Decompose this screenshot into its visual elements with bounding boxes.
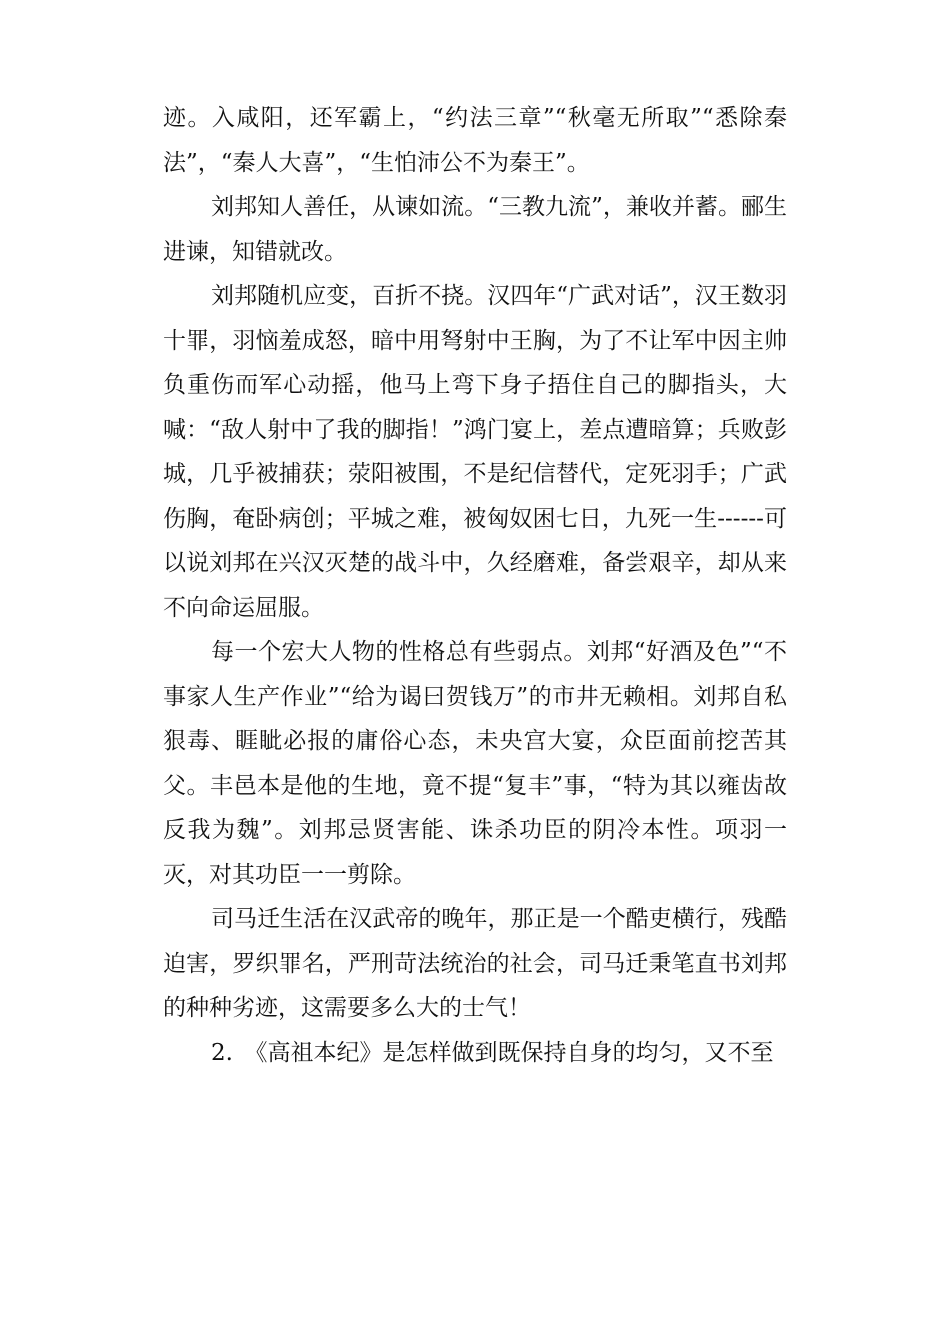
paragraph-4: 每一个宏大人物的性格总有些弱点。刘邦“好酒及色”“不事家人生产作业”“给为谒曰贺钱万”的市井无赖相。刘邦自私狠毒、睚眦必报的庸俗心态，未央宫大宴，众臣面前挖苦其父。丰邑本是他的生地，竟不提“复丰”事，“特为其以雍齿故反我为魏”。刘邦忌贤害能、诛杀功臣的阴冷本性。项羽一灭，对其功臣一一剪除。 [163, 639, 787, 888]
paragraph-5: 司马迁生活在汉武帝的晚年，那正是一个酷吏横行，残酷迫害，罗织罪名，严刑苛法统治的社会，司马迁秉笔直书刘邦的种种劣迹，这需要多么大的士气！ [163, 906, 787, 1021]
paragraph-2: 刘邦知人善任，从谏如流。“三教九流”，兼收并蓄。郦生进谏，知错就改。 [163, 194, 787, 265]
paragraph-3: 刘邦随机应变，百折不挠。汉四年“广武对话”，汉王数羽十罪，羽恼羞成怒，暗中用弩射中王胸，为了不让军中因主帅负重伤而军心动摇，他马上弯下身子捂住自己的脚指头，大喊：“敌人射中了我的脚指！”鸿门宴上，差点遭暗算；兵败彭城，几乎被捕获；荥阳被围，不是纪信替代，定死羽手；广武伤胸，奄卧病创；平城之难，被匈奴困七日，九死一生------可以说刘邦在兴汉灭楚的战斗中，久经磨难，备尝艰辛，却从来不向命运屈服。 [163, 283, 787, 621]
paragraph-6: 2. 《高祖本纪》是怎样做到既保持自身的均匀，又不至 [211, 1039, 774, 1066]
paragraph-1: 迹。入咸阳，还军霸上，“约法三章”“秋毫无所取”“悉除秦法”，“秦人大喜”，“生怕沛公不为秦王”。 [163, 105, 787, 176]
body-text [163, 96, 787, 1075]
